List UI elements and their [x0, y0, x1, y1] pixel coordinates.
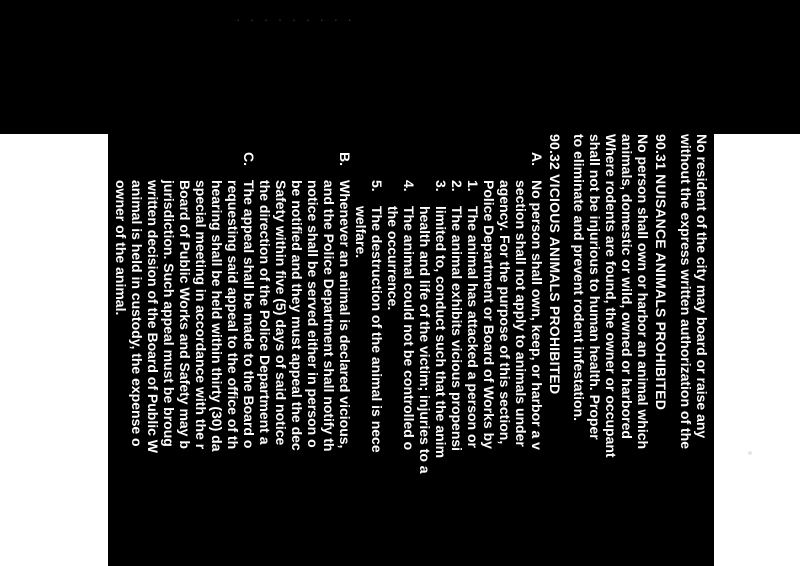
item-number: 1.: [465, 180, 481, 192]
subsection-c-line: Board of Public Works and Safety may b: [177, 180, 193, 449]
subsection-marker-a: A.: [529, 152, 545, 166]
section-9031-line: No person shall own or harbor an animal which: [635, 134, 651, 450]
section-9031-line: shall not be injurious to human health. Proper: [587, 134, 603, 440]
subsection-b-line: the direction of the Police Department a: [257, 180, 273, 445]
subsection-b-line: Safety within five (5) days of said notice: [273, 180, 289, 446]
subsection-b-line: be notified and they must appeal the dec: [289, 180, 305, 451]
subsection-a-line: Police Department or Board of Works by: [481, 180, 497, 449]
subsection-a-line: section shall not apply to animals under: [513, 180, 529, 447]
section-9032-heading: 90.32 VICIOUS ANIMALS PROHIBITED: [547, 134, 563, 395]
scan-speck: [748, 451, 752, 455]
item-line: The animal could not be controlled o: [401, 206, 417, 451]
subsection-c-line: animal is held in custody, the expense o: [129, 180, 145, 447]
item-number: 5.: [369, 180, 385, 192]
item-line: The animal exhibits vicious propensi: [449, 206, 465, 452]
intro-line: No resident of the city may board or raise any: [694, 134, 710, 439]
item-line: health and life of the victim; injuries to a: [417, 206, 433, 474]
subsection-c-line: The appeal shall be made to the Board o: [241, 180, 257, 449]
subsection-c-line: jurisdiction. Such appeal must be broug: [161, 180, 177, 447]
item-number: 3.: [433, 180, 449, 192]
scan-top-band: [0, 0, 800, 134]
section-9031-heading: 90.31 NUISANCE ANIMALS PROHIBITED: [653, 134, 669, 411]
subsection-a-line: No person shall own, keep, or harbor a v: [529, 180, 545, 450]
item-line: welfare.: [353, 206, 369, 259]
subsection-a-line: agency. For the purpose of this section,: [497, 180, 513, 445]
subsection-b-line: notice shall be served either in person o: [305, 180, 321, 448]
section-9031-line: Where rodents are found, the owner or occupant: [603, 134, 619, 458]
section-9031-line: animals, domestic or wild, owned or harbored: [619, 134, 635, 439]
subsection-c-line: requesting said appeal to the office of th: [225, 180, 241, 450]
subsection-b-line: Whenever an animal is declared vicious,: [337, 180, 353, 449]
item-number: 4.: [401, 180, 417, 192]
rotated-text-block: [108, 134, 714, 566]
subsection-b-line: and the Police Department shall notify th: [321, 180, 337, 452]
subsection-c-line: owner of the animal.: [113, 180, 129, 316]
item-number: 2.: [449, 180, 465, 192]
subsection-marker-c: C.: [241, 152, 257, 166]
subsection-c-line: written decision of the Board of Public W: [145, 180, 161, 454]
subsection-marker-b: B.: [337, 152, 353, 166]
item-line: The animal has attacked a person or: [465, 206, 481, 448]
item-line: limited to, conduct such that the anim: [433, 206, 449, 459]
scanned-page: [108, 134, 714, 566]
subsection-c-line: special meeting in accordance with the r: [193, 180, 209, 450]
item-line: The destruction of the animal is nece: [369, 206, 385, 453]
item-line: the occurrence.: [385, 206, 401, 311]
scan-artifact: · · · · · · · · ·: [236, 12, 355, 27]
intro-line: without the express written authorization of the: [678, 134, 694, 450]
section-9031-line: to eliminate and prevent rodent infestation.: [571, 134, 587, 422]
subsection-c-line: hearing shall be held within thirty (30) da: [209, 180, 225, 452]
